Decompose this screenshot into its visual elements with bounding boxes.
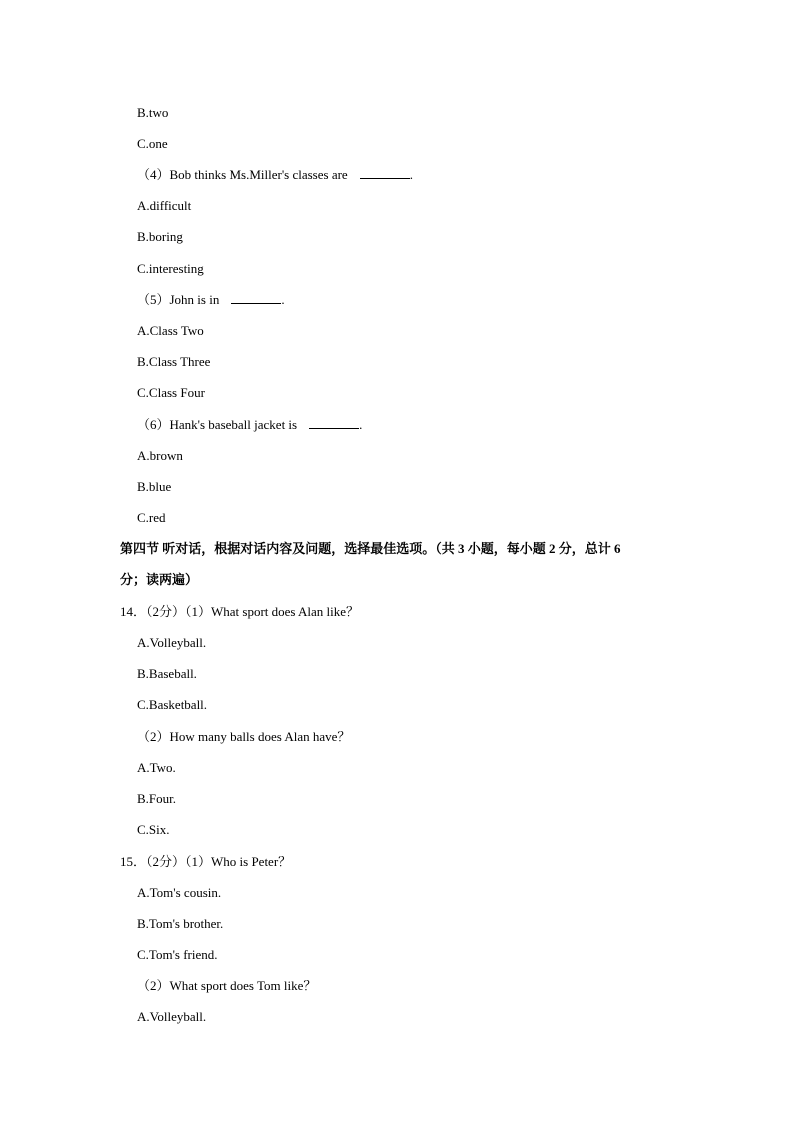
option-c-class-four: C.Class Four — [137, 385, 205, 400]
question-5-text: （5）John is in — [137, 292, 220, 307]
option-c-interesting: C.interesting — [137, 261, 204, 276]
question-14: 14．（2分）（1）What sport does Alan like？ — [120, 604, 360, 619]
option-b-class-three: B.Class Three — [137, 354, 211, 369]
option-c-one: C.one — [137, 136, 168, 151]
q14-2-option-a: A.Two. — [137, 760, 176, 775]
question-4-tail: . — [409, 167, 413, 182]
q14-option-a: A.Volleyball. — [137, 635, 207, 650]
question-6-tail: . — [359, 417, 363, 432]
option-b-boring: B.boring — [137, 229, 183, 244]
option-c-red: C.red — [137, 510, 166, 525]
q15-option-a: A.Tom's cousin. — [137, 885, 222, 900]
option-a-brown: A.brown — [137, 448, 183, 463]
question-6-text: （6）Hank's baseball jacket is — [137, 417, 298, 432]
question-6 — [137, 417, 362, 433]
question-5 — [137, 292, 285, 308]
question-5-tail: . — [281, 292, 285, 307]
q15-2-option-a: A.Volleyball. — [137, 1009, 207, 1024]
option-a-class-two: A.Class Two — [137, 323, 204, 338]
section-heading-line1: 第四节 听对话，根据对话内容及问题，选择最佳选项。（共 3 小题，每小题 2 分，总计 6 — [120, 541, 621, 556]
question-15: 15．（2分）（1）Who is Peter？ — [120, 854, 292, 869]
question-14-part-2: （2）How many balls does Alan have？ — [137, 729, 351, 744]
q14-2-option-b: B.Four. — [137, 791, 177, 806]
option-a-difficult: A.difficult — [137, 198, 192, 213]
answer-blank — [360, 167, 410, 179]
question-15-part-2: （2）What sport does Tom like？ — [137, 978, 317, 993]
q15-option-b: B.Tom's brother. — [137, 916, 224, 931]
option-b-two: B.two — [137, 105, 169, 120]
q15-option-c: C.Tom's friend. — [137, 947, 218, 962]
option-b-blue: B.blue — [137, 479, 172, 494]
question-4 — [137, 167, 413, 183]
question-4-text: （4）Bob thinks Ms.Miller's classes are — [137, 167, 348, 182]
answer-blank — [309, 417, 359, 429]
section-heading-line2: 分；读两遍） — [120, 572, 199, 587]
answer-blank — [231, 292, 281, 304]
q14-option-c: C.Basketball. — [137, 697, 208, 712]
q14-option-b: B.Baseball. — [137, 666, 197, 681]
q14-2-option-c: C.Six. — [137, 822, 170, 837]
